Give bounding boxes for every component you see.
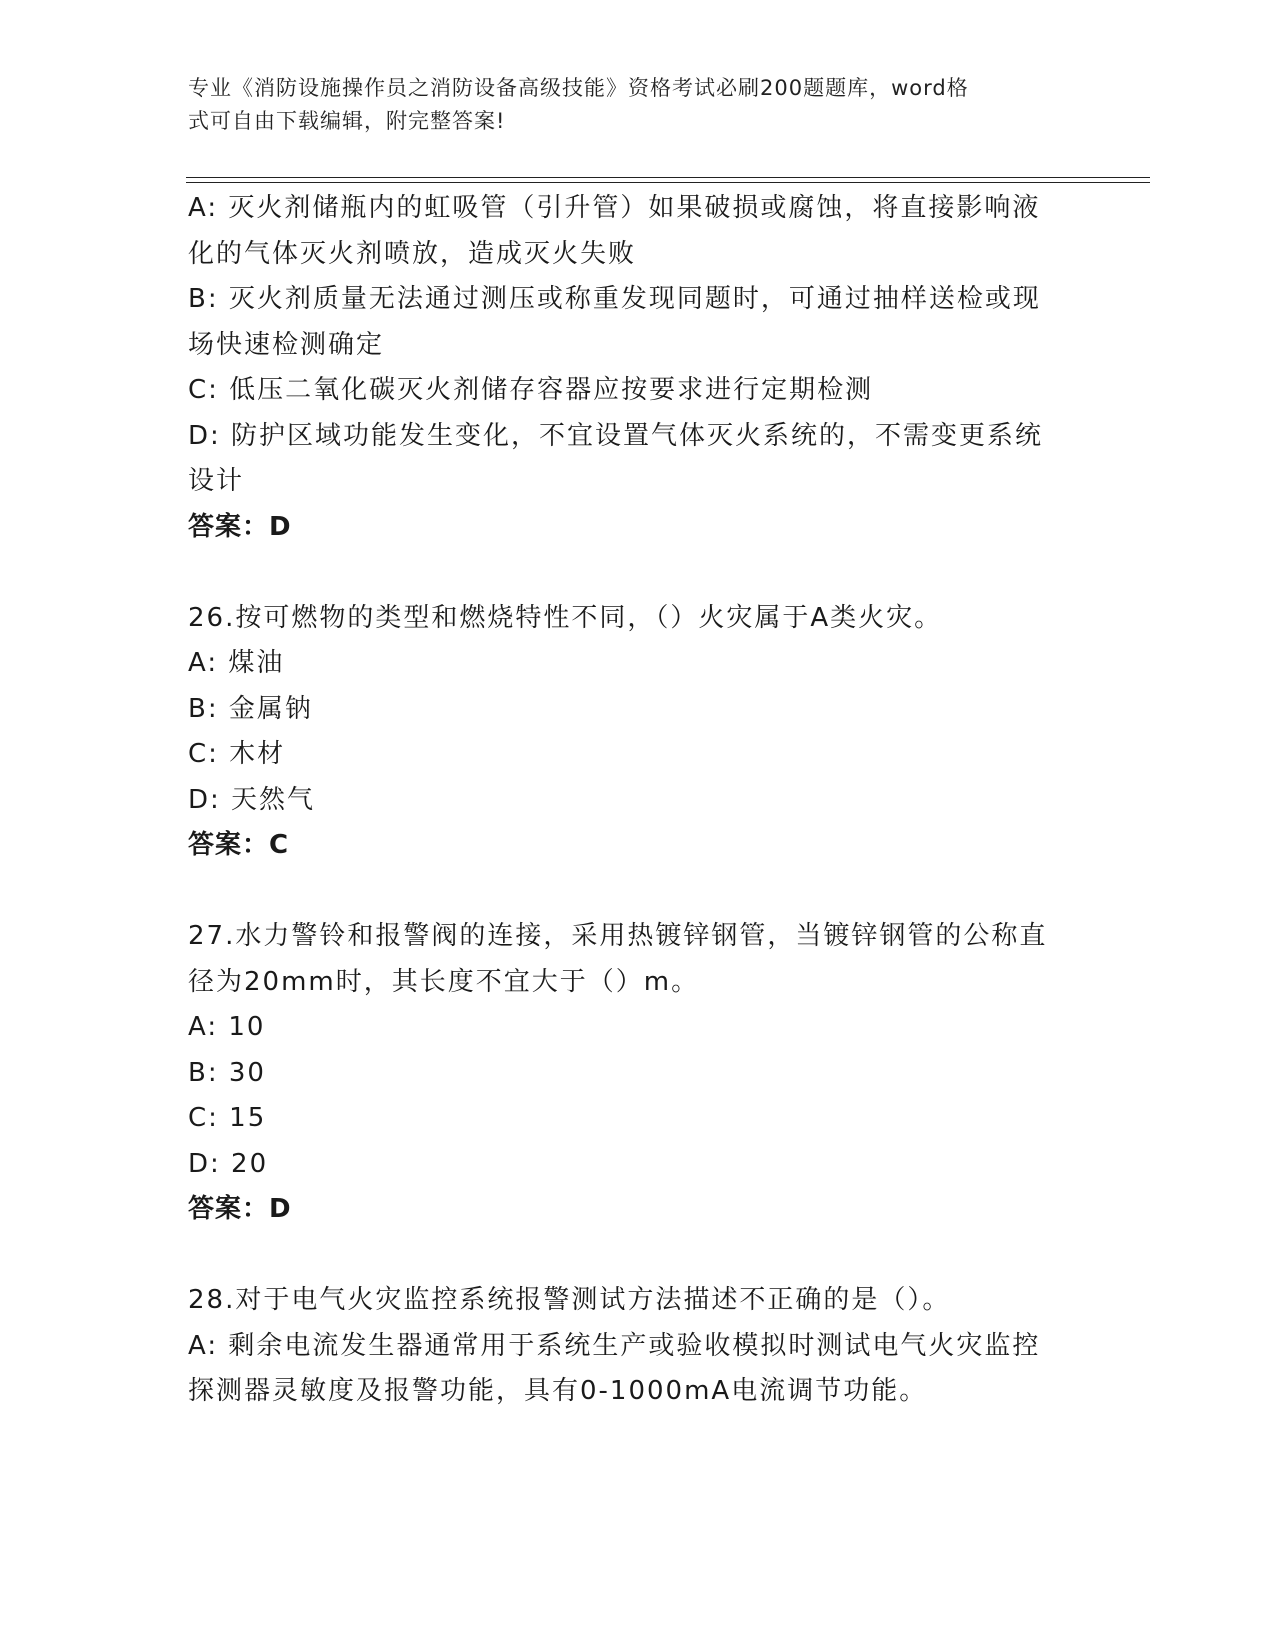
option-c: C: 低压二氧化碳灭火剂储存容器应按要求进行定期检测: [188, 375, 874, 405]
header-title-line-1: 专业《消防设施操作员之消防设备高级技能》资格考试必刷200题题库，word格: [188, 76, 969, 100]
header-title-line-2: 式可自由下载编辑，附完整答案!: [188, 109, 506, 133]
spacer: [188, 550, 1088, 596]
question-stem-line-1: 27.水力警铃和报警阀的连接，采用热镀锌钢管，当镀锌钢管的公称直: [188, 921, 1048, 951]
option-d-line-2: 设计: [188, 466, 245, 496]
option-b: B: 30: [188, 1057, 266, 1088]
option-a-line-1: A: 灭火剂储瓶内的虹吸管（引升管）如果破损或腐蚀，将直接影响液: [188, 193, 1041, 223]
option-a-line-1: A: 剩余电流发生器通常用于系统生产或验收模拟时测试电气火灾监控: [188, 1330, 1041, 1361]
question-25-continuation: [188, 186, 1088, 550]
option-a: A: 10: [188, 1012, 266, 1042]
answer-line: 答案：C: [188, 830, 290, 860]
question-list: [188, 186, 1088, 1415]
option-b-line-1: B: 灭火剂质量无法通过测压或称重发现同题时，可通过抽样送检或现: [188, 284, 1041, 314]
question-26: [188, 596, 1088, 869]
option-a-line-2: 探测器灵敏度及报警功能，具有0-1000mA电流调节功能。: [188, 1376, 928, 1406]
option-d: D: 20: [188, 1148, 269, 1179]
answer-line: 答案：D: [188, 511, 292, 542]
option-b: B: 金属钠: [188, 693, 313, 724]
question-stem: 26.按可燃物的类型和燃烧特性不同，（）火灾属于A类火灾。: [188, 602, 943, 633]
question-27: [188, 914, 1088, 1233]
option-d-line-1: D: 防护区域功能发生变化，不宜设置气体灭火系统的，不需变更系统: [188, 420, 1044, 451]
option-a: A: 煤油: [188, 648, 285, 678]
spacer: [188, 869, 1088, 915]
answer-line: 答案：D: [188, 1194, 292, 1224]
option-b-line-2: 场快速检测确定: [188, 329, 385, 360]
option-c: C: 15: [188, 1103, 267, 1133]
header-divider-top: [186, 177, 1150, 178]
question-28: [188, 1278, 1088, 1415]
question-stem-line-2: 径为20mm时，其长度不宜大于（）m。: [188, 966, 700, 997]
option-a-line-2: 化的气体灭火剂喷放，造成灭火失败: [188, 238, 637, 269]
spacer: [188, 1233, 1088, 1279]
option-c: C: 木材: [188, 739, 286, 769]
question-stem: 28.对于电气火灾监控系统报警测试方法描述不正确的是（）。: [188, 1285, 951, 1315]
option-d: D: 天然气: [188, 784, 316, 815]
header-divider-bottom: [186, 182, 1150, 183]
document-header: [188, 72, 1068, 138]
